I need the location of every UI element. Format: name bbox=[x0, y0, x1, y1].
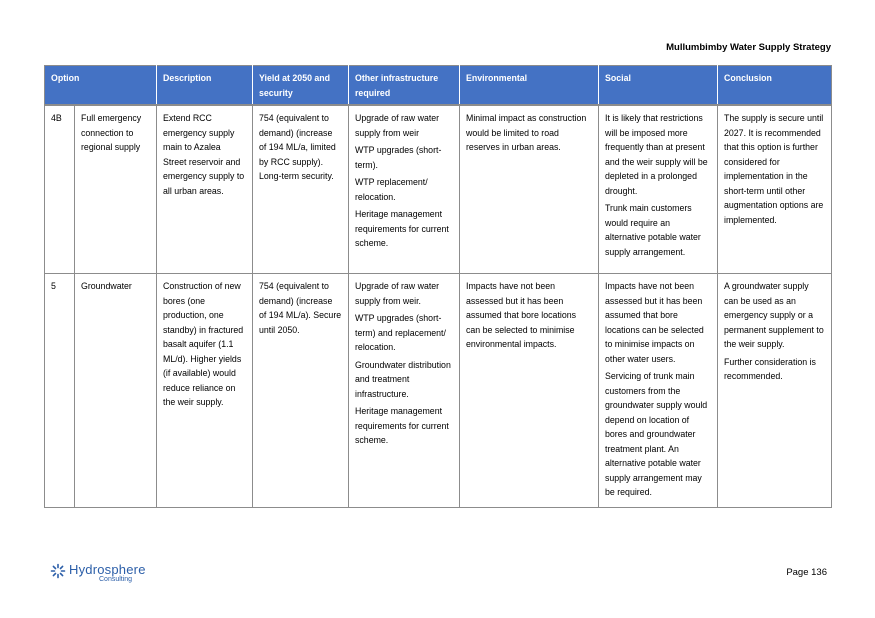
page-number: Page 136 bbox=[786, 567, 827, 578]
cell-paragraph: Construction of new bores (one production, one standby) in fractured basalt aquifer (1.1 ML/d). Higher yields (if available) would reduce reliance on the weir supply. bbox=[163, 281, 244, 407]
option-name-cell: Full emergency connection to regional supply bbox=[75, 105, 157, 274]
column-header-social: Social bbox=[599, 66, 718, 106]
option-id-cell: 4B bbox=[45, 105, 75, 274]
cell-paragraph: Impacts have not been assessed but it has been assumed that bore locations can be selected to minimise environmental impacts. bbox=[466, 281, 577, 349]
column-header-description: Description bbox=[157, 66, 253, 106]
infrastructure-cell bbox=[349, 105, 460, 274]
cell-paragraph: Upgrade of raw water supply from weir bbox=[355, 113, 440, 138]
conclusion-cell bbox=[718, 274, 832, 508]
cell-paragraph: Trunk main customers would require an alternative potable water supply arrangement. bbox=[605, 203, 701, 257]
option-name-cell: Groundwater bbox=[75, 274, 157, 508]
hydrosphere-swirl-icon bbox=[50, 563, 66, 584]
logo-subtitle: Consulting bbox=[99, 576, 133, 583]
social-cell bbox=[599, 105, 718, 274]
cell-paragraph: Extend RCC emergency supply main to Azalea Street reservoir and emergency supply to all urban areas. bbox=[163, 113, 245, 196]
cell-paragraph: Upgrade of raw water supply from weir. bbox=[355, 281, 440, 306]
table-header-row bbox=[45, 66, 832, 106]
cell-paragraph: Further consideration is recommended. bbox=[724, 356, 816, 381]
table-row bbox=[45, 105, 832, 274]
conclusion-cell bbox=[718, 105, 832, 274]
yield-cell bbox=[253, 105, 349, 274]
infrastructure-cell bbox=[349, 274, 460, 508]
cell-paragraph: Impacts have not been assessed but it has been assumed that bore locations can be selected to minimise impacts on other water users. bbox=[605, 281, 704, 364]
option-id-cell: 5 bbox=[45, 274, 75, 508]
hydrosphere-logo bbox=[50, 563, 146, 584]
document-header-title: Mullumbimby Water Supply Strategy bbox=[666, 42, 831, 53]
cell-paragraph: Groundwater distribution and treatment infrastructure. bbox=[355, 359, 451, 399]
description-cell bbox=[157, 105, 253, 274]
column-header-yield: Yield at 2050 and security bbox=[253, 66, 349, 106]
cell-paragraph: 754 (equivalent to demand) (increase of 194 ML/a, limited by RCC supply). Long-term security. bbox=[259, 113, 336, 181]
cell-paragraph: Heritage management requirements for current scheme. bbox=[355, 209, 449, 248]
table-row bbox=[45, 274, 832, 508]
cell-paragraph: A groundwater supply can be used as an emergency supply or a permanent supplement to the weir supply. bbox=[724, 281, 824, 349]
social-cell bbox=[599, 274, 718, 508]
yield-cell bbox=[253, 274, 349, 508]
cell-paragraph: WTP upgrades (short-term) and replacement/ relocation. bbox=[355, 313, 446, 352]
cell-paragraph: It is likely that restrictions will be imposed more frequently than at present and the weir supply will be depleted in a prolonged drought. bbox=[605, 113, 708, 196]
cell-paragraph: WTP upgrades (short-term). bbox=[355, 145, 442, 170]
cell-paragraph: WTP replacement/ relocation. bbox=[355, 177, 428, 202]
column-header-infrastructure: Other infrastructure required bbox=[349, 66, 460, 106]
cell-paragraph: 754 (equivalent to demand) (increase of 194 ML/a). Secure until 2050. bbox=[259, 281, 342, 335]
logo-name: Hydrosphere bbox=[69, 562, 146, 577]
column-header-environmental: Environmental bbox=[460, 66, 599, 106]
options-table bbox=[44, 65, 832, 508]
environmental-cell bbox=[460, 274, 599, 508]
column-header-option: Option bbox=[45, 66, 157, 106]
environmental-cell bbox=[460, 105, 599, 274]
cell-paragraph: Heritage management requirements for current scheme. bbox=[355, 406, 449, 445]
cell-paragraph: Servicing of trunk main customers from the groundwater supply would depend on location of bores and groundwater treatment plant. An alternative potable water supply arrangement may be required. bbox=[605, 371, 708, 497]
column-header-conclusion: Conclusion bbox=[718, 66, 832, 106]
cell-paragraph: The supply is secure until 2027. It is recommended that this option is further considered for implementation in the short-term until other augmentation options are implemented. bbox=[724, 113, 824, 225]
description-cell bbox=[157, 274, 253, 508]
cell-paragraph: Minimal impact as construction would be limited to road reserves in urban areas. bbox=[466, 113, 587, 152]
